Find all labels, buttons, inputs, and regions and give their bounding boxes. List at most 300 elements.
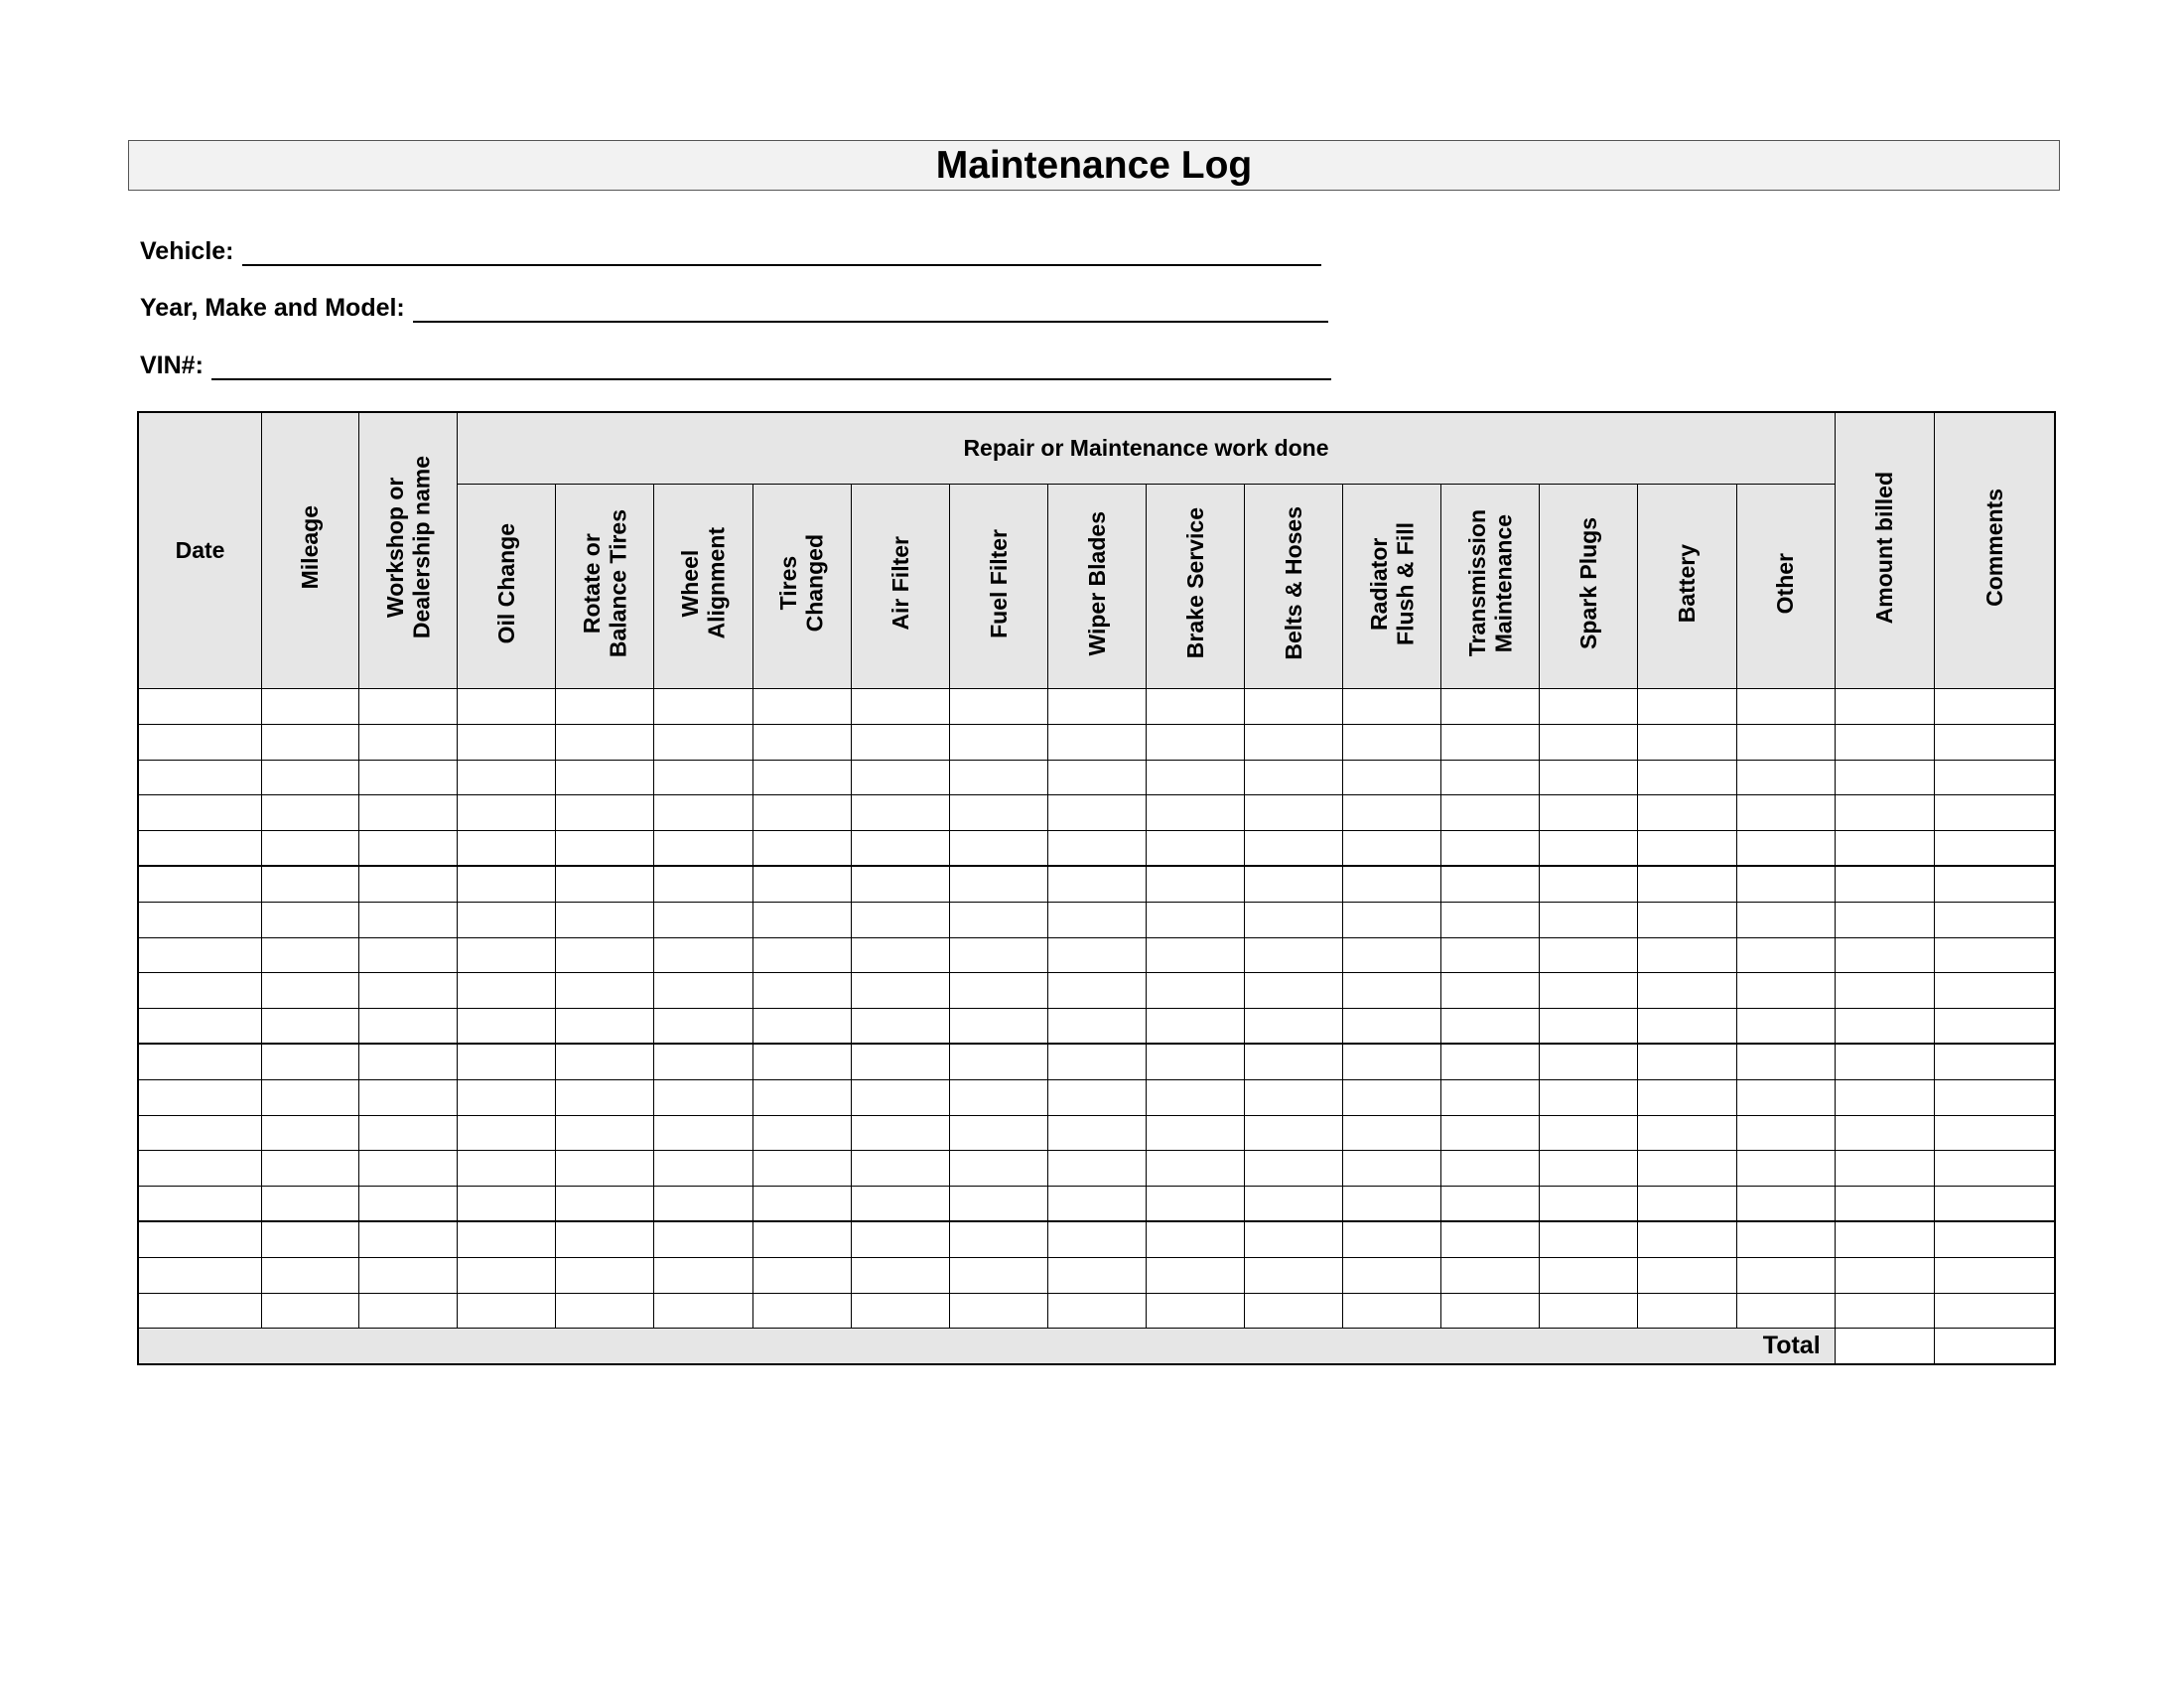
table-cell[interactable]: [851, 937, 949, 973]
table-cell[interactable]: [1245, 1187, 1343, 1222]
table-cell[interactable]: [139, 1044, 262, 1079]
table-cell[interactable]: [139, 1187, 262, 1222]
table-cell[interactable]: [1638, 1187, 1736, 1222]
table-cell[interactable]: [1343, 1221, 1441, 1257]
table-cell[interactable]: [949, 831, 1047, 867]
table-cell[interactable]: [1736, 1187, 1835, 1222]
table-cell[interactable]: [1934, 760, 2054, 795]
table-cell[interactable]: [262, 1151, 359, 1187]
table-cell[interactable]: [1540, 1115, 1638, 1151]
table-cell[interactable]: [1540, 1079, 1638, 1115]
table-cell[interactable]: [359, 1009, 458, 1045]
table-cell[interactable]: [1736, 973, 1835, 1009]
table-cell[interactable]: [1540, 1257, 1638, 1293]
table-cell[interactable]: [1638, 1293, 1736, 1329]
table-cell[interactable]: [1343, 937, 1441, 973]
table-cell[interactable]: [1146, 973, 1244, 1009]
table-cell[interactable]: [1146, 902, 1244, 937]
table-cell[interactable]: [262, 1221, 359, 1257]
table-cell[interactable]: [752, 1079, 851, 1115]
table-cell[interactable]: [458, 1044, 556, 1079]
table-cell[interactable]: [262, 1187, 359, 1222]
table-cell[interactable]: [458, 937, 556, 973]
table-cell[interactable]: [1638, 1115, 1736, 1151]
table-cell[interactable]: [556, 937, 654, 973]
table-cell[interactable]: [139, 724, 262, 760]
table-cell[interactable]: [1441, 1079, 1540, 1115]
vehicle-input-line[interactable]: [242, 240, 1322, 266]
table-cell[interactable]: [949, 1221, 1047, 1257]
table-cell[interactable]: [1245, 1115, 1343, 1151]
table-cell[interactable]: [1343, 724, 1441, 760]
table-cell[interactable]: [1736, 1115, 1835, 1151]
table-cell[interactable]: [1638, 831, 1736, 867]
table-cell[interactable]: [752, 1115, 851, 1151]
table-cell[interactable]: [1736, 1044, 1835, 1079]
table-cell[interactable]: [262, 795, 359, 831]
table-cell[interactable]: [1343, 1115, 1441, 1151]
table-cell[interactable]: [1047, 1115, 1146, 1151]
table-cell[interactable]: [556, 1257, 654, 1293]
table-cell[interactable]: [556, 866, 654, 902]
table-cell[interactable]: [1441, 1044, 1540, 1079]
table-cell[interactable]: [949, 1115, 1047, 1151]
table-cell[interactable]: [851, 1293, 949, 1329]
table-cell[interactable]: [752, 795, 851, 831]
table-cell[interactable]: [1146, 831, 1244, 867]
table-cell[interactable]: [1245, 1257, 1343, 1293]
table-cell[interactable]: [359, 1221, 458, 1257]
table-cell[interactable]: [1343, 973, 1441, 1009]
table-cell[interactable]: [458, 1257, 556, 1293]
table-cell[interactable]: [1835, 1009, 1934, 1045]
table-cell[interactable]: [1540, 831, 1638, 867]
table-cell[interactable]: [654, 689, 752, 725]
table-cell[interactable]: [1047, 1221, 1146, 1257]
table-cell[interactable]: [1638, 1079, 1736, 1115]
table-cell[interactable]: [556, 760, 654, 795]
table-cell[interactable]: [1245, 866, 1343, 902]
table-cell[interactable]: [949, 1151, 1047, 1187]
table-cell[interactable]: [851, 1079, 949, 1115]
table-cell[interactable]: [1441, 973, 1540, 1009]
table-cell[interactable]: [1441, 795, 1540, 831]
table-cell[interactable]: [1343, 1257, 1441, 1293]
table-cell[interactable]: [1146, 937, 1244, 973]
table-cell[interactable]: [654, 1257, 752, 1293]
table-cell[interactable]: [949, 795, 1047, 831]
table-cell[interactable]: [752, 831, 851, 867]
table-cell[interactable]: [654, 1009, 752, 1045]
table-cell[interactable]: [556, 831, 654, 867]
table-cell[interactable]: [949, 1187, 1047, 1222]
table-cell[interactable]: [1047, 902, 1146, 937]
table-cell[interactable]: [556, 689, 654, 725]
table-cell[interactable]: [1934, 937, 2054, 973]
table-cell[interactable]: [1047, 795, 1146, 831]
table-cell[interactable]: [1540, 1044, 1638, 1079]
table-cell[interactable]: [1934, 1044, 2054, 1079]
table-cell[interactable]: [359, 760, 458, 795]
table-cell[interactable]: [1638, 937, 1736, 973]
table-cell[interactable]: [556, 1044, 654, 1079]
table-cell[interactable]: [139, 1079, 262, 1115]
table-cell[interactable]: [654, 1187, 752, 1222]
table-cell[interactable]: [851, 1257, 949, 1293]
table-cell[interactable]: [949, 937, 1047, 973]
table-cell[interactable]: [1934, 1293, 2054, 1329]
table-cell[interactable]: [139, 973, 262, 1009]
table-cell[interactable]: [1540, 866, 1638, 902]
table-cell[interactable]: [654, 973, 752, 1009]
table-cell[interactable]: [1934, 1257, 2054, 1293]
table-cell[interactable]: [1736, 937, 1835, 973]
table-cell[interactable]: [752, 937, 851, 973]
table-cell[interactable]: [1245, 1044, 1343, 1079]
table-cell[interactable]: [139, 689, 262, 725]
table-cell[interactable]: [1540, 760, 1638, 795]
table-cell[interactable]: [1343, 1187, 1441, 1222]
table-cell[interactable]: [654, 1115, 752, 1151]
table-cell[interactable]: [262, 1079, 359, 1115]
vehicle-field[interactable]: [140, 232, 1321, 266]
table-cell[interactable]: [851, 902, 949, 937]
table-cell[interactable]: [458, 831, 556, 867]
table-cell[interactable]: [1736, 1009, 1835, 1045]
table-cell[interactable]: [1540, 724, 1638, 760]
table-cell[interactable]: [752, 973, 851, 1009]
table-cell[interactable]: [1441, 1221, 1540, 1257]
table-cell[interactable]: [1934, 689, 2054, 725]
table-cell[interactable]: [1343, 1009, 1441, 1045]
table-cell[interactable]: [851, 795, 949, 831]
table-cell[interactable]: [1245, 831, 1343, 867]
table-cell[interactable]: [556, 1221, 654, 1257]
table-cell[interactable]: [139, 1115, 262, 1151]
table-cell[interactable]: [262, 902, 359, 937]
table-cell[interactable]: [556, 1187, 654, 1222]
table-cell[interactable]: [1343, 902, 1441, 937]
table-cell[interactable]: [1540, 973, 1638, 1009]
table-cell[interactable]: [1934, 1009, 2054, 1045]
table-cell[interactable]: [1245, 1151, 1343, 1187]
table-cell[interactable]: [1934, 866, 2054, 902]
table-cell[interactable]: [262, 1115, 359, 1151]
table-cell[interactable]: [1638, 902, 1736, 937]
table-cell[interactable]: [851, 689, 949, 725]
table-cell[interactable]: [1047, 1044, 1146, 1079]
table-cell[interactable]: [752, 1293, 851, 1329]
table-cell[interactable]: [1540, 1009, 1638, 1045]
table-cell[interactable]: [1736, 1221, 1835, 1257]
table-cell[interactable]: [654, 1079, 752, 1115]
table-cell[interactable]: [654, 937, 752, 973]
table-cell[interactable]: [458, 1221, 556, 1257]
table-cell[interactable]: [359, 1187, 458, 1222]
table-cell[interactable]: [1638, 795, 1736, 831]
table-cell[interactable]: [359, 724, 458, 760]
table-cell[interactable]: [1934, 1187, 2054, 1222]
table-cell[interactable]: [851, 1151, 949, 1187]
table-cell[interactable]: [556, 795, 654, 831]
table-cell[interactable]: [1047, 1257, 1146, 1293]
table-cell[interactable]: [1146, 724, 1244, 760]
table-cell[interactable]: [458, 902, 556, 937]
table-cell[interactable]: [949, 1293, 1047, 1329]
table-cell[interactable]: [556, 724, 654, 760]
table-cell[interactable]: [752, 760, 851, 795]
table-cell[interactable]: [1835, 866, 1934, 902]
table-cell[interactable]: [1736, 760, 1835, 795]
table-cell[interactable]: [654, 1151, 752, 1187]
table-cell[interactable]: [851, 760, 949, 795]
table-cell[interactable]: [359, 1115, 458, 1151]
table-cell[interactable]: [654, 724, 752, 760]
table-cell[interactable]: [1934, 1151, 2054, 1187]
table-cell[interactable]: [139, 1293, 262, 1329]
table-cell[interactable]: [1146, 1009, 1244, 1045]
table-cell[interactable]: [1146, 1115, 1244, 1151]
table-cell[interactable]: [359, 902, 458, 937]
table-cell[interactable]: [1835, 1293, 1934, 1329]
table-cell[interactable]: [359, 831, 458, 867]
table-cell[interactable]: [1146, 1079, 1244, 1115]
table-cell[interactable]: [359, 1079, 458, 1115]
table-cell[interactable]: [1343, 1151, 1441, 1187]
table-cell[interactable]: [1540, 1221, 1638, 1257]
table-cell[interactable]: [949, 973, 1047, 1009]
table-cell[interactable]: [1934, 902, 2054, 937]
table-cell[interactable]: [752, 1044, 851, 1079]
table-cell[interactable]: [1146, 760, 1244, 795]
table-cell[interactable]: [1047, 1009, 1146, 1045]
table-cell[interactable]: [1835, 1187, 1934, 1222]
table-cell[interactable]: [1736, 689, 1835, 725]
table-cell[interactable]: [1638, 760, 1736, 795]
table-cell[interactable]: [1343, 760, 1441, 795]
table-cell[interactable]: [262, 973, 359, 1009]
table-cell[interactable]: [1835, 937, 1934, 973]
table-cell[interactable]: [752, 1187, 851, 1222]
table-cell[interactable]: [458, 1009, 556, 1045]
table-cell[interactable]: [1835, 1151, 1934, 1187]
table-cell[interactable]: [1638, 689, 1736, 725]
table-cell[interactable]: [262, 1293, 359, 1329]
table-cell[interactable]: [1736, 1079, 1835, 1115]
table-cell[interactable]: [654, 902, 752, 937]
table-cell[interactable]: [139, 866, 262, 902]
table-cell[interactable]: [1047, 937, 1146, 973]
table-cell[interactable]: [851, 1187, 949, 1222]
table-cell[interactable]: [1441, 831, 1540, 867]
table-cell[interactable]: [851, 973, 949, 1009]
table-cell[interactable]: [1934, 1221, 2054, 1257]
table-cell[interactable]: [1638, 1221, 1736, 1257]
table-cell[interactable]: [359, 689, 458, 725]
table-cell[interactable]: [949, 760, 1047, 795]
table-cell[interactable]: [556, 902, 654, 937]
table-cell[interactable]: [1245, 973, 1343, 1009]
total-comments-cell[interactable]: [1934, 1329, 2054, 1364]
table-cell[interactable]: [1835, 1079, 1934, 1115]
table-cell[interactable]: [556, 1115, 654, 1151]
table-cell[interactable]: [262, 689, 359, 725]
table-cell[interactable]: [458, 1187, 556, 1222]
table-cell[interactable]: [1736, 1293, 1835, 1329]
table-cell[interactable]: [139, 1221, 262, 1257]
table-cell[interactable]: [1835, 689, 1934, 725]
table-cell[interactable]: [1343, 1079, 1441, 1115]
table-cell[interactable]: [1441, 1187, 1540, 1222]
table-cell[interactable]: [1441, 1115, 1540, 1151]
table-cell[interactable]: [1736, 1257, 1835, 1293]
table-cell[interactable]: [1638, 973, 1736, 1009]
table-cell[interactable]: [1245, 760, 1343, 795]
table-cell[interactable]: [262, 1009, 359, 1045]
table-cell[interactable]: [556, 973, 654, 1009]
vin-field[interactable]: [140, 347, 1331, 380]
table-cell[interactable]: [262, 937, 359, 973]
table-cell[interactable]: [1934, 831, 2054, 867]
total-amount-cell[interactable]: [1835, 1329, 1934, 1364]
table-cell[interactable]: [1047, 866, 1146, 902]
table-cell[interactable]: [1835, 760, 1934, 795]
table-cell[interactable]: [1047, 831, 1146, 867]
table-cell[interactable]: [851, 866, 949, 902]
table-cell[interactable]: [1441, 1257, 1540, 1293]
table-cell[interactable]: [139, 795, 262, 831]
table-cell[interactable]: [654, 831, 752, 867]
table-cell[interactable]: [851, 1115, 949, 1151]
table-cell[interactable]: [1343, 831, 1441, 867]
table-cell[interactable]: [949, 689, 1047, 725]
table-cell[interactable]: [1441, 1009, 1540, 1045]
table-cell[interactable]: [458, 1293, 556, 1329]
table-cell[interactable]: [1441, 689, 1540, 725]
table-cell[interactable]: [654, 1044, 752, 1079]
table-cell[interactable]: [1047, 1079, 1146, 1115]
table-cell[interactable]: [1343, 1044, 1441, 1079]
table-cell[interactable]: [458, 1115, 556, 1151]
table-cell[interactable]: [1736, 831, 1835, 867]
table-cell[interactable]: [1047, 1151, 1146, 1187]
table-cell[interactable]: [359, 866, 458, 902]
table-cell[interactable]: [1638, 1009, 1736, 1045]
table-cell[interactable]: [1540, 1293, 1638, 1329]
table-cell[interactable]: [1934, 973, 2054, 1009]
table-cell[interactable]: [359, 1293, 458, 1329]
table-cell[interactable]: [262, 1044, 359, 1079]
table-cell[interactable]: [851, 1044, 949, 1079]
table-cell[interactable]: [949, 1079, 1047, 1115]
table-cell[interactable]: [359, 973, 458, 1009]
table-cell[interactable]: [752, 1221, 851, 1257]
table-cell[interactable]: [1047, 1187, 1146, 1222]
table-cell[interactable]: [949, 902, 1047, 937]
table-cell[interactable]: [949, 724, 1047, 760]
table-cell[interactable]: [1736, 866, 1835, 902]
table-cell[interactable]: [1835, 795, 1934, 831]
table-cell[interactable]: [949, 866, 1047, 902]
table-cell[interactable]: [654, 1293, 752, 1329]
table-cell[interactable]: [1146, 1187, 1244, 1222]
table-cell[interactable]: [752, 724, 851, 760]
table-cell[interactable]: [1638, 1257, 1736, 1293]
table-cell[interactable]: [1245, 689, 1343, 725]
table-cell[interactable]: [1540, 1187, 1638, 1222]
table-cell[interactable]: [851, 831, 949, 867]
table-cell[interactable]: [359, 1257, 458, 1293]
table-cell[interactable]: [1245, 795, 1343, 831]
table-cell[interactable]: [1146, 1257, 1244, 1293]
table-cell[interactable]: [1934, 1115, 2054, 1151]
table-cell[interactable]: [1047, 973, 1146, 1009]
table-cell[interactable]: [556, 1009, 654, 1045]
table-cell[interactable]: [1441, 902, 1540, 937]
table-cell[interactable]: [1934, 724, 2054, 760]
table-cell[interactable]: [139, 1151, 262, 1187]
table-cell[interactable]: [949, 1044, 1047, 1079]
table-cell[interactable]: [1441, 1293, 1540, 1329]
table-cell[interactable]: [1343, 866, 1441, 902]
table-cell[interactable]: [1835, 1221, 1934, 1257]
table-cell[interactable]: [1540, 689, 1638, 725]
table-cell[interactable]: [1441, 1151, 1540, 1187]
table-cell[interactable]: [1736, 724, 1835, 760]
table-cell[interactable]: [1638, 866, 1736, 902]
table-cell[interactable]: [654, 760, 752, 795]
table-cell[interactable]: [1835, 1044, 1934, 1079]
table-cell[interactable]: [359, 937, 458, 973]
table-cell[interactable]: [1146, 1293, 1244, 1329]
table-cell[interactable]: [458, 689, 556, 725]
table-cell[interactable]: [458, 760, 556, 795]
table-cell[interactable]: [1934, 1079, 2054, 1115]
table-cell[interactable]: [1638, 1044, 1736, 1079]
table-cell[interactable]: [556, 1293, 654, 1329]
table-cell[interactable]: [359, 1044, 458, 1079]
table-cell[interactable]: [1245, 724, 1343, 760]
table-cell[interactable]: [1146, 1044, 1244, 1079]
table-cell[interactable]: [1343, 795, 1441, 831]
table-cell[interactable]: [139, 1257, 262, 1293]
table-cell[interactable]: [851, 1221, 949, 1257]
table-cell[interactable]: [949, 1009, 1047, 1045]
table-cell[interactable]: [752, 1151, 851, 1187]
table-cell[interactable]: [1835, 1257, 1934, 1293]
table-cell[interactable]: [458, 795, 556, 831]
table-cell[interactable]: [1736, 1151, 1835, 1187]
table-cell[interactable]: [1245, 937, 1343, 973]
table-cell[interactable]: [1835, 724, 1934, 760]
table-cell[interactable]: [1245, 1293, 1343, 1329]
table-cell[interactable]: [1835, 973, 1934, 1009]
table-cell[interactable]: [752, 689, 851, 725]
table-cell[interactable]: [654, 795, 752, 831]
table-cell[interactable]: [458, 1151, 556, 1187]
table-cell[interactable]: [1540, 902, 1638, 937]
table-cell[interactable]: [458, 1079, 556, 1115]
table-cell[interactable]: [654, 866, 752, 902]
table-cell[interactable]: [262, 724, 359, 760]
table-cell[interactable]: [1047, 724, 1146, 760]
table-cell[interactable]: [1343, 689, 1441, 725]
table-cell[interactable]: [1540, 937, 1638, 973]
table-cell[interactable]: [458, 973, 556, 1009]
table-cell[interactable]: [359, 795, 458, 831]
table-cell[interactable]: [1736, 795, 1835, 831]
table-cell[interactable]: [1047, 689, 1146, 725]
